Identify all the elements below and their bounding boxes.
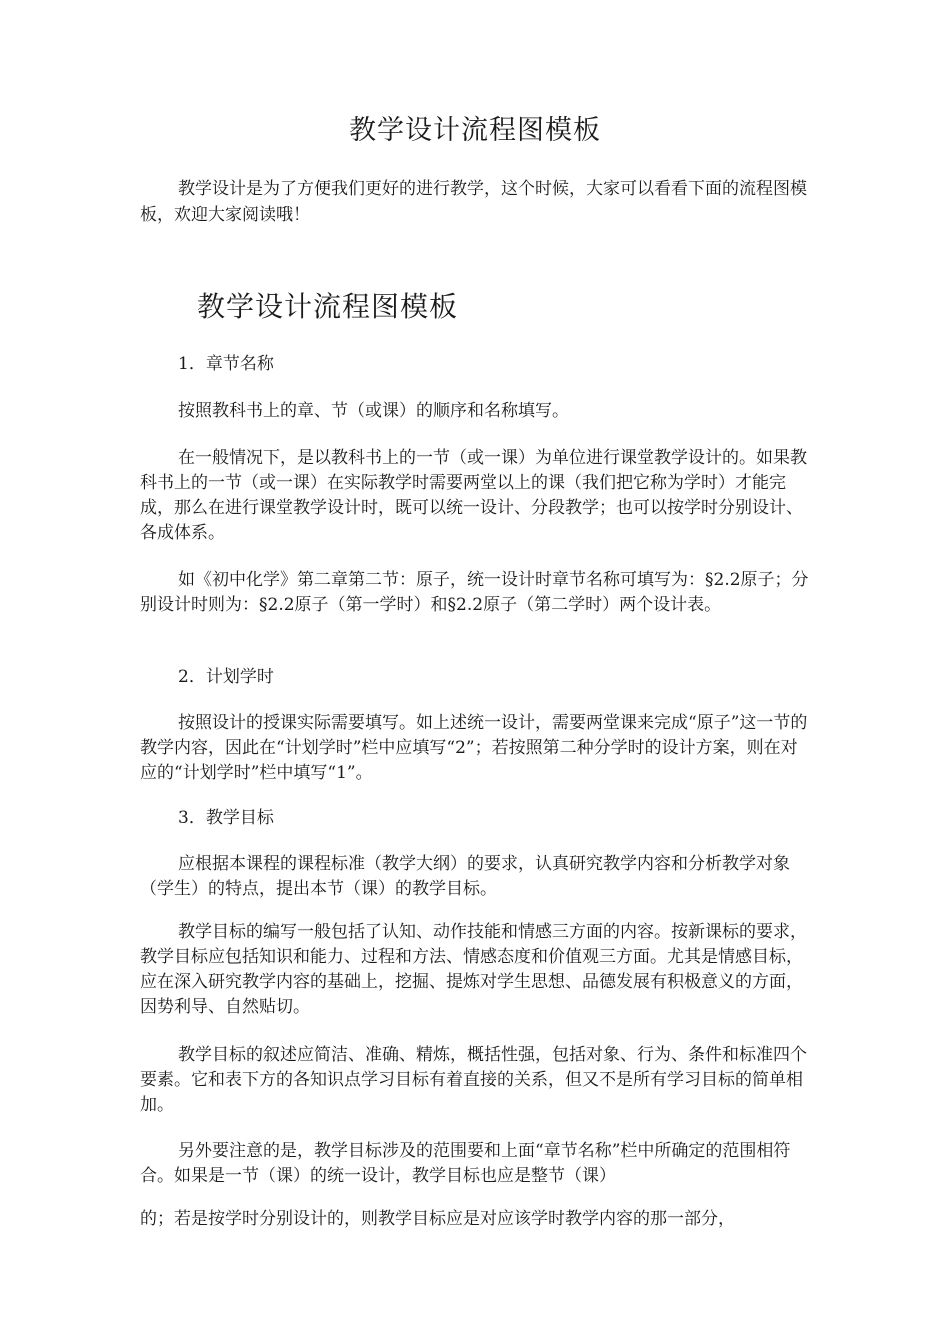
paragraph: 的；若是按学时分别设计的，则教学目标应是对应该学时教学内容的那一部分， [140, 1209, 735, 1229]
paragraph: 教学目标的叙述应简洁、准确、精炼，概括性强，包括对象、行为、条件和标准四个要素。它和表下方的各知识点学习目标有着直接的关系，但又不是所有学习目标的简单相加。 [140, 1045, 807, 1115]
intro-paragraph: 教学设计是为了方便我们更好的进行教学，这个时候，大家可以看看下面的流程图模板，欢迎大家阅读哦！ [140, 179, 807, 225]
section-title: 教学设计流程图模板 [197, 290, 459, 323]
paragraph: 另外要注意的是，教学目标涉及的范围要和上面“章节名称”栏中所确定的范围相符合。如果是一节（课）的统一设计，教学目标也应是整节（课） [140, 1141, 791, 1186]
heading-chapter-name: 1．章节名称 [178, 354, 274, 374]
paragraph: 按照设计的授课实际需要填写。如上述统一设计，需要两堂课来完成“原子”这一节的教学内容，因此在“计划学时”栏中应填写“2”；若按照第二种分学时的设计方案，则在对应的“计划学时”栏中填写“1”。 [140, 713, 808, 783]
heading-planned-hours: 2．计划学时 [178, 667, 274, 687]
paragraph: 应根据本课程的课程标准（教学大纲）的要求，认真研究教学内容和分析教学对象（学生）的特点，提出本节（课）的教学目标。 [140, 854, 790, 899]
paragraph: 按照教科书上的章、节（或课）的顺序和名称填写。 [178, 401, 569, 421]
heading-teaching-objectives: 3．教学目标 [178, 808, 274, 828]
document-title: 教学设计流程图模板 [349, 115, 601, 146]
paragraph: 如《初中化学》第二章第二节：原子，统一设计时章节名称可填写为：§2.2原子；分别设计时则为：§2.2原子（第一学时）和§2.2原子（第二学时）两个设计表。 [140, 570, 809, 615]
paragraph: 教学目标的编写一般包括了认知、动作技能和情感三方面的内容。按新课标的要求，教学目标应包括知识和能力、过程和方法、情感态度和价值观三方面。尤其是情感目标，应在深入研究教学内容的基础上，挖掘、提炼对学生思想、品德发展有积极意义的方面，因势利导、自然贴切。 [140, 922, 807, 1017]
paragraph: 在一般情况下，是以教科书上的一节（或一课）为单位进行课堂教学设计的。如果教科书上的一节（或一课）在实际教学时需要两堂以上的课（我们把它称为学时）才能完成，那么在进行课堂教学设计时，既可以统一设计、分段教学；也可以按学时分别设计、各成体系。 [140, 448, 807, 543]
